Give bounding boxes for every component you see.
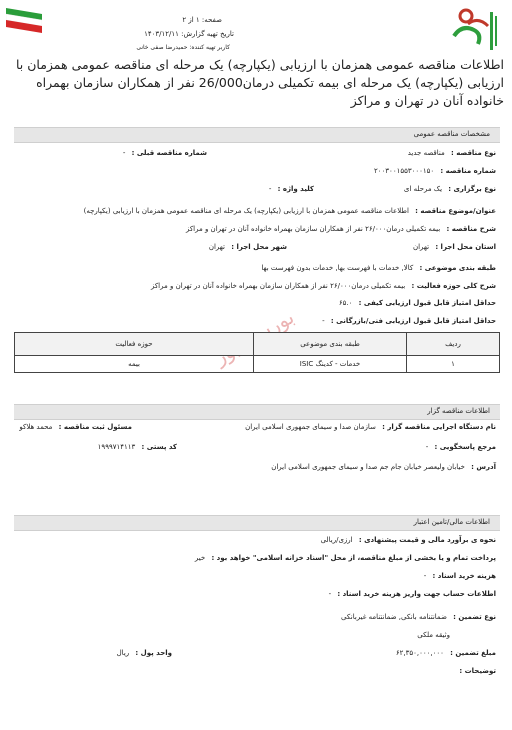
response-reference [426,443,496,451]
address-label: آدرس : [471,463,496,471]
keyword-label: کلید واژه : [277,185,314,193]
general-section-header [14,127,500,143]
cell-row-number: ۱ [407,356,500,373]
postal-code-label: کد پستی : [141,443,177,451]
min-tech-label: حداقل امتیاز قابل قبول ارزیابی فنی/بازرگانی : [330,317,496,325]
doc-fee [424,572,496,580]
guarantee-type [341,613,496,621]
category-value: کالا, خدمات با فهرست بها, خدمات بدون فهرست بها [261,264,414,272]
tender-number [374,167,496,175]
organizer-section-header [14,404,500,420]
watermark: بورس [242,304,299,351]
tender-type-value: مناقصه جدید [407,149,445,157]
activity-table [14,332,500,373]
address-value: خیابان ولیعصر خیابان جام جم صدا و سیمای جمهوری اسلامی ایران [271,463,465,471]
guarantee-amount-label: مبلغ تضمین : [450,649,496,657]
responsible-value: محمد هلاکو [19,423,53,431]
notes [455,667,496,675]
response-ref-value: - [425,443,429,451]
guarantee-amount [396,649,496,657]
province [413,243,496,251]
min-quality-score [339,299,496,307]
page-label: صفحه: [201,16,222,24]
min-quality-value: ۶۵.۰ [338,299,353,307]
city-value: تهران [208,243,225,251]
doc-fee-value: - [423,572,427,580]
treasury-payment [195,554,496,562]
keyword-value: - [268,185,272,193]
guarantee-type-2 [417,631,450,639]
tender-type-label: نوع مناقصه : [450,149,496,157]
general-section-title: مشخصات مناقصه عمومی [413,130,490,138]
guarantee-type-value-1: ضمانتنامه بانکی, ضمانتنامه غیربانکی [341,613,447,621]
page-total: ۲ [182,16,187,24]
col-activity-field: حوزه فعالیت [15,333,254,356]
activity-table-header [15,333,500,356]
currency-unit [117,649,172,657]
preparer-label: کاربر تهیه کننده: [189,44,230,51]
tender-type [408,149,496,157]
currency-unit-value: ریال [116,649,130,657]
col-row-number: ردیف [407,333,500,356]
holding-type [404,185,496,193]
min-tech-value: - [322,317,325,325]
description-value: بیمه تکمیلی درمان۲۶/۰۰۰ نفر از همکاران سازمان بهمراه خانواده آنان در تهران و مراکز [185,225,441,233]
scope-value: بیمه تکمیلی درمان۲۶/۰۰۰ نفر از همکاران سازمان بهمراه خانواده آنان در تهران و مراکز [150,282,406,290]
account-value: - [328,590,332,598]
notes-label: توضیحات : [459,667,496,675]
scope-label: شرح کلی حوزه فعالیت : [411,282,496,290]
doc-fee-label: هزینه خرید اسناد : [432,572,496,580]
table-row [15,356,500,373]
city-label: شهر محل اجرا : [231,243,287,251]
keyword [269,185,314,193]
col-category: طبقه بندی موضوعی [254,333,407,356]
guarantee-type-label: نوع تضمین : [453,613,496,621]
page-title: اطلاعات مناقصه عمومی همزمان با ارزیابی (یکپارچه) یک مرحله ای مناقصه عمومی همزمان با ارزیابی (یکپارچه) یک مرحله ای بیمه تکمیلی درمان26/000 نفر از همکاران سازمان بهمراه خانواده آنان در تهران و مراکز [15,57,504,108]
guarantee-type-value-2: وثیقه ملکی [417,631,450,639]
province-label: استان محل اجرا : [435,243,496,251]
prev-number [123,149,207,157]
subject-value: اطلاعات مناقصه عمومی همزمان با ارزیابی (یکپارچه) یک مرحله ای مناقصه عمومی همزمان با ارزیابی (یکپارچه) [83,207,409,215]
description [186,225,496,233]
responsible-label: مسئول ثبت مناقصه : [58,423,132,431]
report-date-label: تاریخ تهیه گزارش: [181,30,234,38]
cell-category: خدمات - کدینگ ISIC [254,356,407,373]
holding-type-label: نوع برگزاری : [448,185,496,193]
estimate-value: ارزی/ریالی [320,536,353,544]
preparer [136,44,230,51]
city [209,243,287,251]
min-tech-score [322,317,496,325]
account-label: اطلاعات حساب جهت واریز هزینه خرید اسناد : [337,590,496,598]
page-current: ۱ [195,16,200,24]
category [261,264,496,272]
responsible [19,423,132,431]
treasury-value: خیر [194,554,206,562]
preparer-value: حمیدرضا صفی خانی [136,44,188,51]
prev-number-value: - [122,149,126,157]
agency-value: سازمان صدا و سیمای جمهوری اسلامی ایران [245,423,376,431]
estimate-label: نحوه ی برآورد مالی و قیمت پیشنهادی : [358,536,496,544]
estimate-method [321,536,496,544]
treasury-label: پرداخت تمام و یا بخشی از مبلغ مناقصه، از محل "اسناد خزانه اسلامی" خواهد بود : [211,554,496,562]
subject-label: عنوان/موضوع مناقصه : [415,207,496,215]
prev-number-label: شماره مناقصه قبلی : [131,149,207,157]
tender-number-label: شماره مناقصه : [440,167,496,175]
response-ref-label: مرجع پاسخگویی : [434,443,496,451]
page-info [182,16,222,24]
setad-logo [448,6,504,54]
report-date-value: ۱۴۰۳/۱۲/۱۱ [144,30,179,38]
agency-label: نام دستگاه اجرایی مناقصه گزار : [382,423,496,431]
page-of: از [188,16,194,24]
financial-section-title: اطلاعات مالی/تامین اعتبار [413,518,490,526]
postal-code [98,443,177,451]
report-date [144,30,234,38]
min-quality-label: حداقل امتیاز قابل قبول ارزیابی کیفی : [358,299,496,307]
subject [84,207,496,215]
scope [151,282,496,290]
financial-section-header [14,515,500,531]
category-label: طبقه بندی موضوعی : [419,264,496,272]
address [271,463,496,471]
organizer-section-title: اطلاعات مناقصه گزار [427,407,490,415]
description-label: شرح مناقصه : [446,225,496,233]
currency-unit-label: واحد پول : [135,649,172,657]
postal-code-value: ۱۹۹۹۷۱۴۱۱۳ [97,443,136,451]
holding-type-value: یک مرحله ای [403,185,443,193]
guarantee-amount-value: ۶۲,۳۵۰,۰۰۰,۰۰۰ [395,649,444,657]
iran-flag-icon [6,6,42,36]
province-value: تهران [412,243,430,251]
tender-number-value: ۲۰۰۳۰۰۱۵۵۳۰۰۰۱۵۰ [374,167,435,175]
account-info [329,590,496,598]
agency [245,423,496,431]
cell-activity-field: بیمه [15,356,254,373]
